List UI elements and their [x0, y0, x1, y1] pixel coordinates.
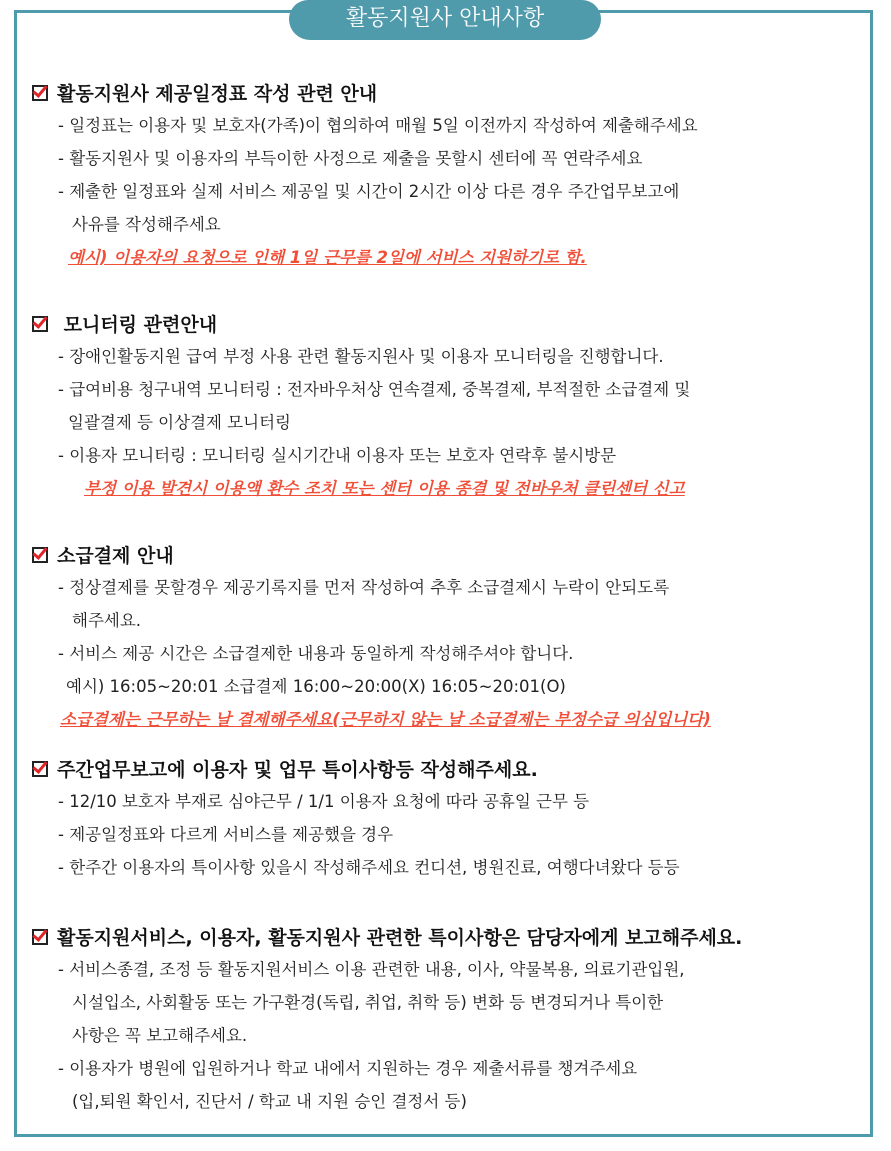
section-report-to-manager: [32, 920, 862, 1118]
list-item-continuation: (입,퇴원 확인서, 진단서 / 학교 내 지원 승인 결정서 등): [72, 1092, 467, 1111]
section-heading: [32, 538, 862, 571]
list-item: - 제공일정표와 다르게 서비스를 제공했을 경우: [58, 825, 394, 844]
list-item: - 급여비용 청구내역 모니터링 : 전자바우처상 연속결제, 중복결제, 부적절한 소급결제 및: [58, 380, 691, 399]
checkbox-checked-icon: [32, 929, 48, 945]
list-item: - 활동지원사 및 이용자의 부득이한 사정으로 제출을 못할시 센터에 꼭 연락주세요: [58, 149, 643, 168]
warning-text: 소급결제는 근무하는 날 결제해주세요(근무하지 않는 날 소급결제는 부정수급 의심입니다): [60, 710, 711, 729]
list-item: - 장애인활동지원 급여 부정 사용 관련 활동지원사 및 이용자 모니터링을 진행합니다.: [58, 347, 664, 366]
section-monitoring: [32, 307, 862, 505]
section-schedule: [32, 76, 862, 274]
warning-text: 예시) 이용자의 요청으로 인해 1일 근무를 2일에 서비스 지원하기로 함.: [68, 248, 587, 267]
list-item-continuation: 시설입소, 사회활동 또는 가구환경(독립, 취업, 취학 등) 변화 등 변경되거나 특이한: [72, 993, 664, 1012]
notice-title: 활동지원사 안내사항: [289, 0, 601, 40]
list-item-continuation: 일괄결제 등 이상결제 모니터링: [68, 413, 291, 432]
warning-text: 부정 이용 발견시 이용액 환수 조치 또는 센터 이용 종결 및 전바우처 클린센터 신고: [84, 479, 685, 498]
heading-text: 활동지원서비스, 이용자, 활동지원사 관련한 특이사항은 담당자에게 보고해주세요.: [57, 927, 743, 949]
notice-content: [32, 76, 862, 1118]
section-weekly-report: [32, 752, 862, 884]
list-item: - 서비스종결, 조정 등 활동지원서비스 이용 관련한 내용, 이사, 약물복용, 의료기관입원,: [58, 960, 685, 979]
section-heading: [32, 752, 862, 785]
list-item-continuation: 해주세요.: [72, 611, 142, 630]
example-text: 예시) 16:05~20:01 소급결제 16:00~20:00(X) 16:05~20:01(O): [66, 677, 566, 696]
heading-text: 소급결제 안내: [57, 545, 174, 567]
list-item: - 서비스 제공 시간은 소급결제한 내용과 동일하게 작성해주셔야 합니다.: [58, 644, 574, 663]
checkbox-checked-icon: [32, 761, 48, 777]
checkbox-checked-icon: [32, 316, 48, 332]
checkbox-checked-icon: [32, 547, 48, 563]
list-item-continuation: 사유를 작성해주세요: [72, 215, 221, 234]
section-heading: [32, 307, 862, 340]
list-item: - 한주간 이용자의 특이사항 있을시 작성해주세요 컨디션, 병원진료, 여행다녀왔다 등등: [58, 858, 680, 877]
section-heading: [32, 76, 862, 109]
checkbox-checked-icon: [32, 85, 48, 101]
list-item: - 12/10 보호자 부재로 심야근무 / 1/1 이용자 요청에 따라 공휴일 근무 등: [58, 792, 590, 811]
list-item: - 이용자 모니터링 : 모니터링 실시기간내 이용자 또는 보호자 연락후 불시방문: [58, 446, 617, 465]
heading-text: 활동지원사 제공일정표 작성 관련 안내: [57, 83, 378, 105]
list-item-continuation: 사항은 꼭 보고해주세요.: [72, 1026, 248, 1045]
section-heading: [32, 920, 862, 953]
list-item: - 일정표는 이용자 및 보호자(가족)이 협의하여 매월 5일 이전까지 작성하여 제출해주세요: [58, 116, 698, 135]
section-retroactive-payment: [32, 538, 862, 736]
list-item: - 정상결제를 못할경우 제공기록지를 먼저 작성하여 추후 소급결제시 누락이 안되도록: [58, 578, 670, 597]
heading-text: 모니터링 관련안내: [57, 314, 218, 336]
list-item: - 제출한 일정표와 실제 서비스 제공일 및 시간이 2시간 이상 다른 경우 주간업무보고에: [58, 182, 680, 201]
list-item: - 이용자가 병원에 입원하거나 학교 내에서 지원하는 경우 제출서류를 챙겨주세요: [58, 1059, 638, 1078]
heading-text: 주간업무보고에 이용자 및 업무 특이사항등 작성해주세요.: [57, 759, 538, 781]
